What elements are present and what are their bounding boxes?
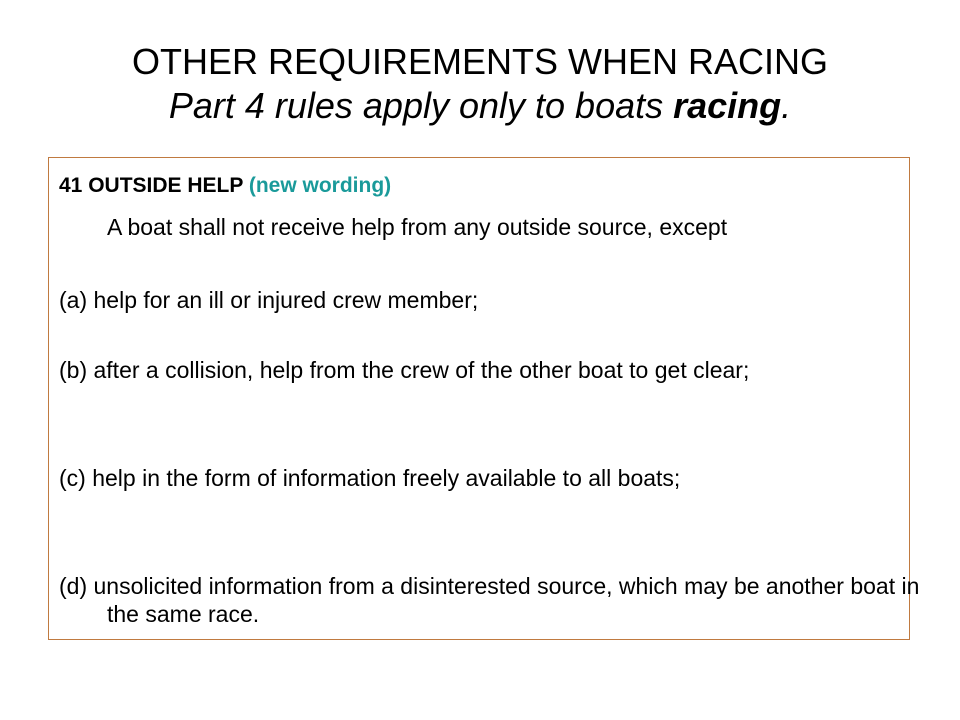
- rule-content-box: [48, 157, 920, 640]
- rule-item-a: (a) help for an ill or injured crew member;: [59, 287, 479, 313]
- rule-item-c: (c) help in the form of information freely available to all boats;: [59, 465, 681, 491]
- title-line: OTHER REQUIREMENTS WHEN RACING: [131, 41, 829, 82]
- rule-item-d: (d) unsolicited information from a disinterested source, which may be another boat in the same race.: [59, 573, 920, 627]
- subtitle-suffix: .: [781, 85, 792, 126]
- rule-intro: A boat shall not receive help from any outside source, except: [107, 214, 728, 240]
- rule-item-b: (b) after a collision, help from the crew of the other boat to get clear;: [59, 357, 750, 383]
- subtitle-line: [0, 84, 960, 128]
- slide-title: [0, 40, 960, 128]
- subtitle-prefix: Part 4 rules apply only to boats: [168, 85, 674, 126]
- rule-heading: [59, 172, 391, 200]
- rule-note: (new wording): [248, 174, 392, 197]
- subtitle-emphasis: racing: [673, 85, 782, 126]
- rule-title: 41 OUTSIDE HELP: [59, 174, 243, 197]
